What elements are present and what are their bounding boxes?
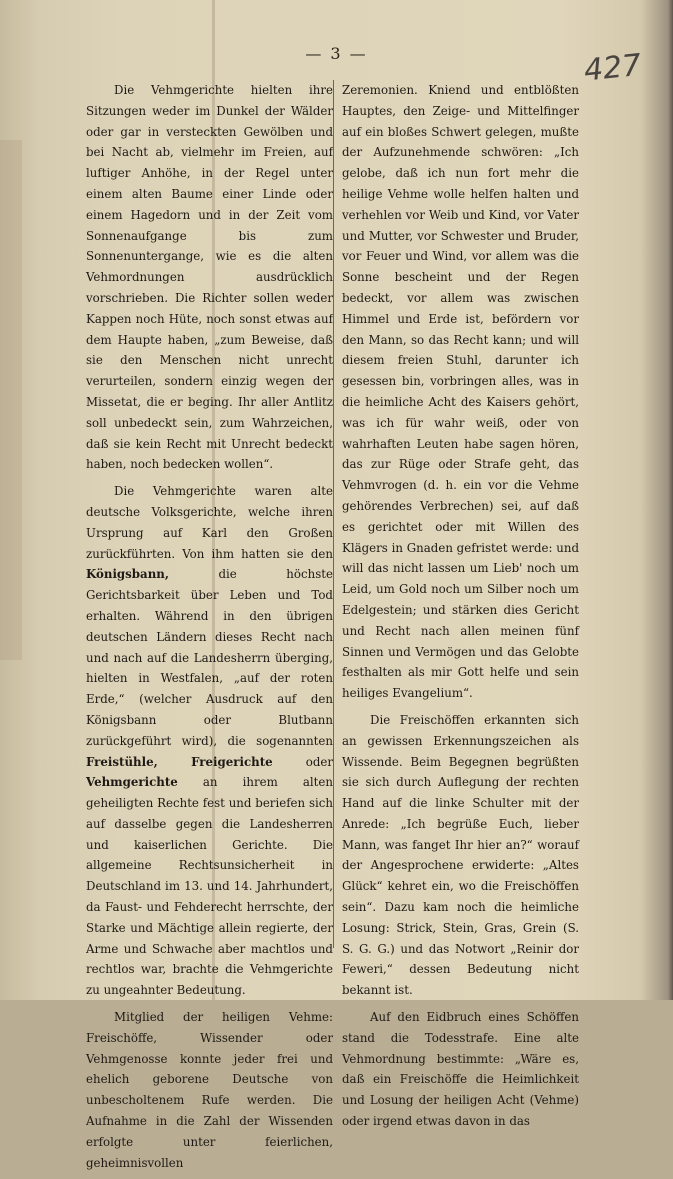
- right-column: [342, 80, 579, 1138]
- left-paragraph-2-text-b: die höchste Gerichtsbarkeit über Leben und Tod erhalten. Während in den übrigen deutschen Ländern dieses Recht nach und nach auf die Landesherrn überging, hielten in Westfalen, „auf der roten Erde,“ (welcher Ausdruck auf den Königsbann oder Blutbann zurückgeführt wird), die sogenannten: [86, 567, 333, 748]
- right-paragraph-1: Zeremonien. Kniend und entblößten Hauptes, den Zeige- und Mittelfinger auf ein bloßes Schwert gelegen, mußte der Aufzunehmende schwören: „Ich gelobe, daß ich nun fort mehr die heilige Vehme wolle helfen halten und verhehlen vor Weib und Kind, vor Vater und Mutter, vor Schwester und Bruder, vor Feuer und Wind, vor allem was die Sonne bescheint und der Regen bedeckt, vor allem was zwischen Himmel und Erde ist, befördern vor den Mann, so das Recht kann; und will diesem freien Stuhl, darunter ich gesessen bin, vorbringen alles, was in die heimliche Acht des Kaisers gehört, was ich für wahr weiß, oder von wahrhaften Leuten habe sagen hören, das zur Rüge oder Strafe geht, das Vehmvrogen (d. h. ein vor die Vehme gehörendes Verbrechen) sei, auf daß es gerichtet oder mit Willen des Klägers in Gnaden gefristet werde: und will das nicht lassen um Lieb' noch um Leid, um Gold noch um Silber noch um Edelgestein; und stärken dies Gericht und Recht nach allen meinen fünf Sinnen und Vermögen und das Gelobte festhalten als mir Gott helfe und sein heiliges Evangelium“.: [342, 83, 579, 701]
- term-freistuehle: Freistühle, Freigerichte: [86, 754, 273, 769]
- right-paragraph-3: Auf den Eidbruch eines Schöffen stand die Todesstrafe. Eine alte Vehmordnung bestimmte: „Wäre es, daß ein Freischöffe die Heimlichkeit und Losung der heiligen Acht (Vehme) oder irgend etwas davon in das: [342, 1010, 579, 1129]
- left-paragraph-1: Die Vehmgerichte hielten ihre Sitzungen weder im Dunkel der Wälder oder gar in versteckten Gewölben und bei Nacht ab, vielmehr im Freien, auf luftiger Anhöhe, in der Regel unter einem alten Baume einer Linde oder einem Hagedorn und in der Zeit vom Sonnenaufgange bis zum Sonnenuntergange, wie es die alten Vehmordnungen ausdrücklich vorschrieben. Die Richter sollen weder Kappen noch Hüte, noch sonst etwas auf dem Haupte haben, „zum Beweise, daß sie den Menschen nicht unrecht verurteilen, sondern einzig wegen der Missetat, die er beging. Ihr aller Antlitz soll unbedeckt sein, zum Wahrzeichen, daß sie kein Recht mit Unrecht bedeckt haben, noch bedecken wollen“.: [86, 83, 333, 472]
- paper-stain: [0, 140, 22, 660]
- column-divider: [333, 80, 334, 948]
- left-column: [86, 80, 333, 1179]
- handwritten-archive-number: 427: [582, 47, 643, 89]
- left-paragraph-2-text-d: an ihrem alten geheiligten Rechte fest und beriefen sich auf dasselbe gegen die Landesherren und kaiserlichen Gerichte. Die allgemeine Rechtsunsicherheit in Deutschland im 13. und 14. Jahrhundert, da Faust- und Fehderecht herrschte, der Starke und Mächtige allein regierte, der Arme und Schwache aber machtlos und rechtlos war, brachte die Vehmgerichte zu ungeahnter Bedeutung.: [86, 775, 333, 998]
- page-number: — 3 —: [305, 44, 368, 63]
- term-koenigsbann: Königsbann,: [86, 567, 169, 582]
- left-paragraph-2-text-c: oder: [272, 754, 333, 769]
- term-vehmgerichte: Vehmgerichte: [86, 775, 178, 790]
- left-paragraph-3: Mitglied der heiligen Vehme: Freischöffe, Wissender oder Vehmgenosse konnte jeder frei und ehelich geborene Deutsche von unbescholtenem Rufe werden. Die Aufnahme in die Zahl der Wissenden erfolgte unter feierlichen, geheimnisvollen: [86, 1010, 333, 1170]
- left-paragraph-2: [86, 481, 333, 1001]
- left-paragraph-2-text-a: Die Vehmgerichte waren alte deutsche Volksgerichte, welche ihren Ursprung auf Karl den Großen zurückführten. Von ihm hatten sie den: [86, 484, 333, 561]
- right-paragraph-2: Die Freischöffen erkannten sich an gewissen Erkennungszeichen als Wissende. Beim Begegnen begrüßten sie sich durch Auflegung der rechten Hand auf die linke Schulter mit der Anrede: „Ich begrüße Euch, lieber Mann, was fanget Ihr hier an?“ worauf der Angesprochene erwiderte: „Altes Glück“ kehret ein, wo die Freischöffen sein“. Dazu kam noch die heimliche Losung: Strick, Stein, Gras, Grein (S. S. G. G.) und das Notwort „Reinir dor Feweri,“ dessen Bedeutung nicht bekannt ist.: [342, 712, 579, 998]
